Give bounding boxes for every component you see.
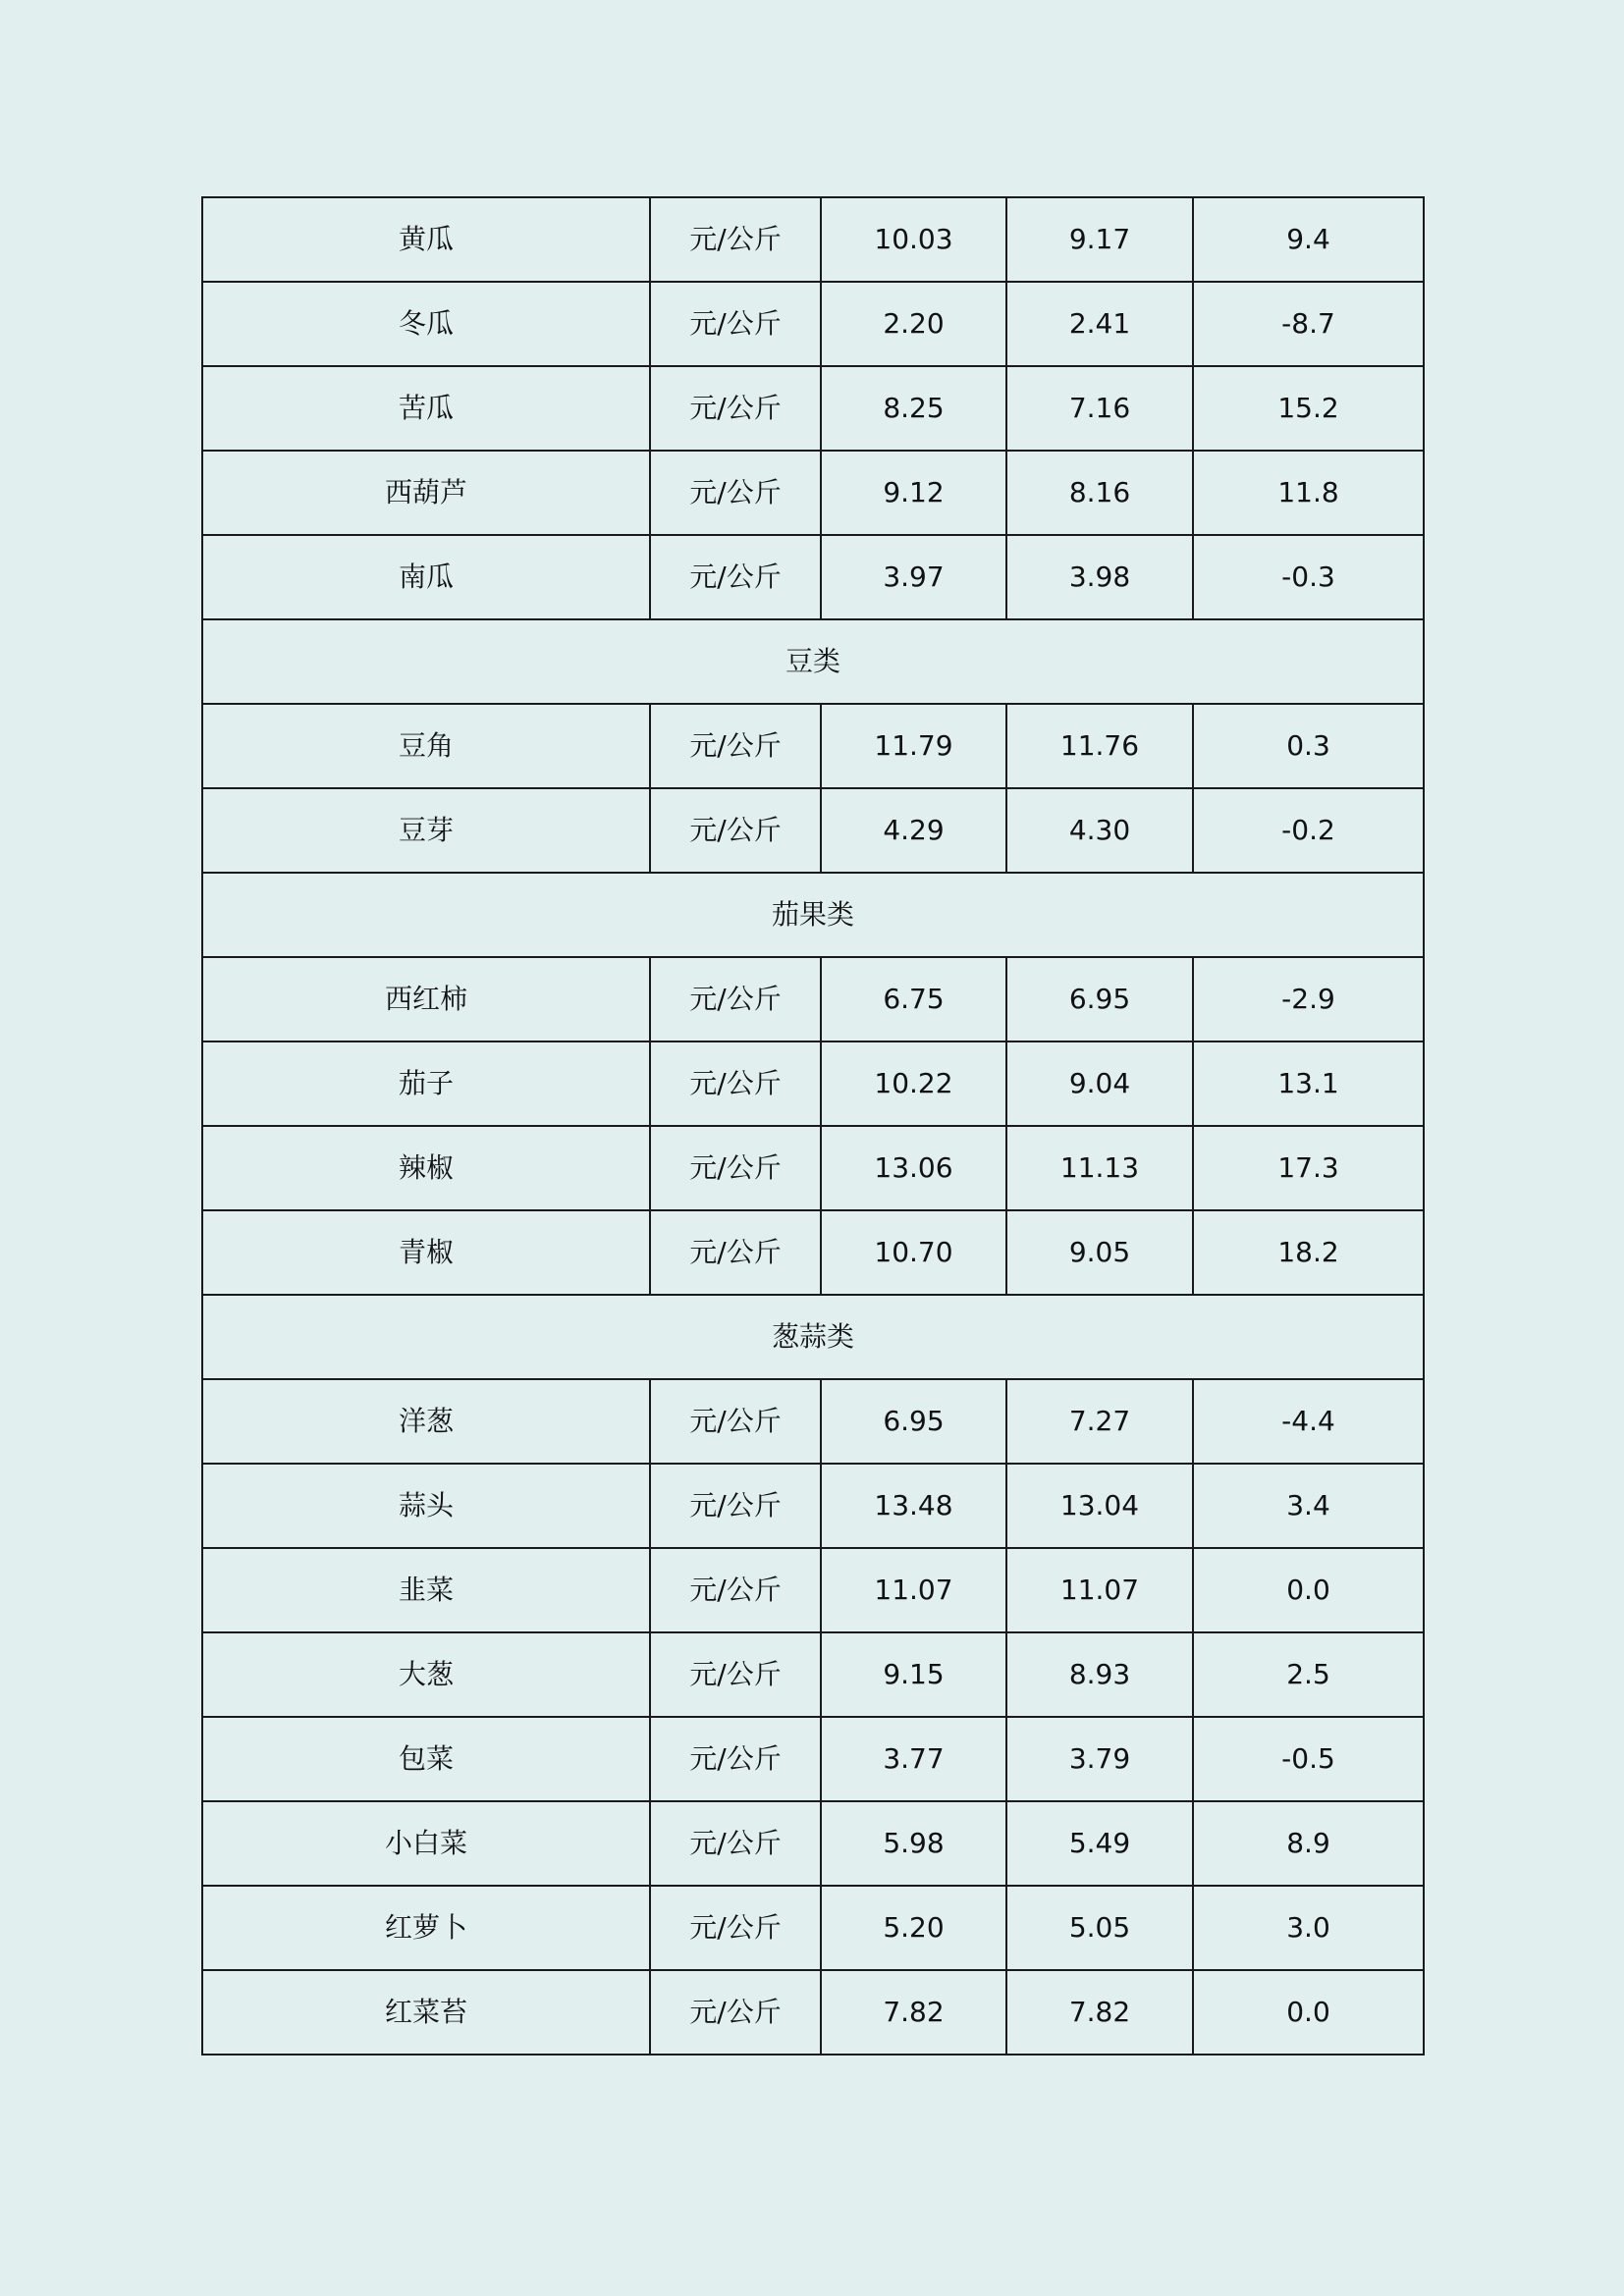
vegetable-name-cell: 大葱 [202,1632,650,1717]
previous-price-cell: 9.05 [1006,1210,1193,1295]
previous-price-cell: 11.13 [1006,1126,1193,1210]
table-row [202,1210,1424,1295]
vegetable-name-cell: 西葫芦 [202,451,650,535]
table-row [202,1379,1424,1464]
vegetable-name-cell: 小白菜 [202,1801,650,1886]
unit-cell: 元/公斤 [650,1801,821,1886]
price-table-body [202,197,1424,2055]
vegetable-name-cell: 南瓜 [202,535,650,619]
unit-cell: 元/公斤 [650,535,821,619]
change-percent-cell: 8.9 [1193,1801,1424,1886]
vegetable-name-cell: 包菜 [202,1717,650,1801]
previous-price-cell: 9.17 [1006,197,1193,282]
change-percent-cell: -0.2 [1193,788,1424,873]
current-price-cell: 9.12 [821,451,1006,535]
table-row [202,1717,1424,1801]
category-label: 茄果类 [202,873,1424,957]
vegetable-name-cell: 茄子 [202,1041,650,1126]
change-percent-cell: 0.0 [1193,1970,1424,2055]
change-percent-cell: 2.5 [1193,1632,1424,1717]
current-price-cell: 5.20 [821,1886,1006,1970]
unit-cell: 元/公斤 [650,197,821,282]
change-percent-cell: -4.4 [1193,1379,1424,1464]
table-row [202,1041,1424,1126]
change-percent-cell: -0.5 [1193,1717,1424,1801]
change-percent-cell: 15.2 [1193,366,1424,451]
table-row [202,535,1424,619]
previous-price-cell: 11.76 [1006,704,1193,788]
vegetable-name-cell: 苦瓜 [202,366,650,451]
current-price-cell: 9.15 [821,1632,1006,1717]
category-row [202,619,1424,704]
change-percent-cell: 9.4 [1193,197,1424,282]
unit-cell: 元/公斤 [650,451,821,535]
vegetable-name-cell: 青椒 [202,1210,650,1295]
change-percent-cell: 3.0 [1193,1886,1424,1970]
table-row [202,957,1424,1041]
unit-cell: 元/公斤 [650,1210,821,1295]
current-price-cell: 4.29 [821,788,1006,873]
table-row [202,1464,1424,1548]
previous-price-cell: 5.49 [1006,1801,1193,1886]
current-price-cell: 10.22 [821,1041,1006,1126]
current-price-cell: 10.03 [821,197,1006,282]
unit-cell: 元/公斤 [650,1886,821,1970]
current-price-cell: 2.20 [821,282,1006,366]
price-table [201,196,1425,2056]
unit-cell: 元/公斤 [650,282,821,366]
vegetable-name-cell: 豆角 [202,704,650,788]
table-row [202,788,1424,873]
table-row [202,1548,1424,1632]
unit-cell: 元/公斤 [650,957,821,1041]
previous-price-cell: 8.93 [1006,1632,1193,1717]
previous-price-cell: 7.16 [1006,366,1193,451]
previous-price-cell: 2.41 [1006,282,1193,366]
current-price-cell: 3.97 [821,535,1006,619]
current-price-cell: 8.25 [821,366,1006,451]
current-price-cell: 7.82 [821,1970,1006,2055]
current-price-cell: 11.07 [821,1548,1006,1632]
current-price-cell: 13.48 [821,1464,1006,1548]
vegetable-name-cell: 红萝卜 [202,1886,650,1970]
table-row [202,1126,1424,1210]
category-row [202,1295,1424,1379]
previous-price-cell: 9.04 [1006,1041,1193,1126]
previous-price-cell: 7.82 [1006,1970,1193,2055]
unit-cell: 元/公斤 [650,366,821,451]
table-row [202,1632,1424,1717]
vegetable-name-cell: 西红柿 [202,957,650,1041]
vegetable-name-cell: 洋葱 [202,1379,650,1464]
previous-price-cell: 13.04 [1006,1464,1193,1548]
table-row [202,1970,1424,2055]
previous-price-cell: 3.98 [1006,535,1193,619]
current-price-cell: 10.70 [821,1210,1006,1295]
table-row [202,282,1424,366]
table-row [202,1886,1424,1970]
unit-cell: 元/公斤 [650,1970,821,2055]
change-percent-cell: 0.3 [1193,704,1424,788]
category-label: 豆类 [202,619,1424,704]
unit-cell: 元/公斤 [650,1632,821,1717]
vegetable-name-cell: 豆芽 [202,788,650,873]
current-price-cell: 13.06 [821,1126,1006,1210]
vegetable-name-cell: 冬瓜 [202,282,650,366]
previous-price-cell: 6.95 [1006,957,1193,1041]
table-row [202,704,1424,788]
unit-cell: 元/公斤 [650,1041,821,1126]
current-price-cell: 11.79 [821,704,1006,788]
unit-cell: 元/公斤 [650,1717,821,1801]
table-row [202,366,1424,451]
unit-cell: 元/公斤 [650,704,821,788]
previous-price-cell: 4.30 [1006,788,1193,873]
table-row [202,197,1424,282]
change-percent-cell: 13.1 [1193,1041,1424,1126]
previous-price-cell: 5.05 [1006,1886,1193,1970]
change-percent-cell: 3.4 [1193,1464,1424,1548]
vegetable-name-cell: 韭菜 [202,1548,650,1632]
category-label: 葱蒜类 [202,1295,1424,1379]
current-price-cell: 3.77 [821,1717,1006,1801]
change-percent-cell: 18.2 [1193,1210,1424,1295]
change-percent-cell: 17.3 [1193,1126,1424,1210]
previous-price-cell: 7.27 [1006,1379,1193,1464]
change-percent-cell: 11.8 [1193,451,1424,535]
unit-cell: 元/公斤 [650,1379,821,1464]
change-percent-cell: -8.7 [1193,282,1424,366]
current-price-cell: 5.98 [821,1801,1006,1886]
table-row [202,451,1424,535]
previous-price-cell: 8.16 [1006,451,1193,535]
change-percent-cell: 0.0 [1193,1548,1424,1632]
vegetable-name-cell: 黄瓜 [202,197,650,282]
unit-cell: 元/公斤 [650,1548,821,1632]
unit-cell: 元/公斤 [650,1464,821,1548]
previous-price-cell: 11.07 [1006,1548,1193,1632]
previous-price-cell: 3.79 [1006,1717,1193,1801]
vegetable-name-cell: 蒜头 [202,1464,650,1548]
current-price-cell: 6.75 [821,957,1006,1041]
category-row [202,873,1424,957]
vegetable-name-cell: 辣椒 [202,1126,650,1210]
unit-cell: 元/公斤 [650,788,821,873]
unit-cell: 元/公斤 [650,1126,821,1210]
table-row [202,1801,1424,1886]
change-percent-cell: -0.3 [1193,535,1424,619]
current-price-cell: 6.95 [821,1379,1006,1464]
change-percent-cell: -2.9 [1193,957,1424,1041]
vegetable-name-cell: 红菜苔 [202,1970,650,2055]
